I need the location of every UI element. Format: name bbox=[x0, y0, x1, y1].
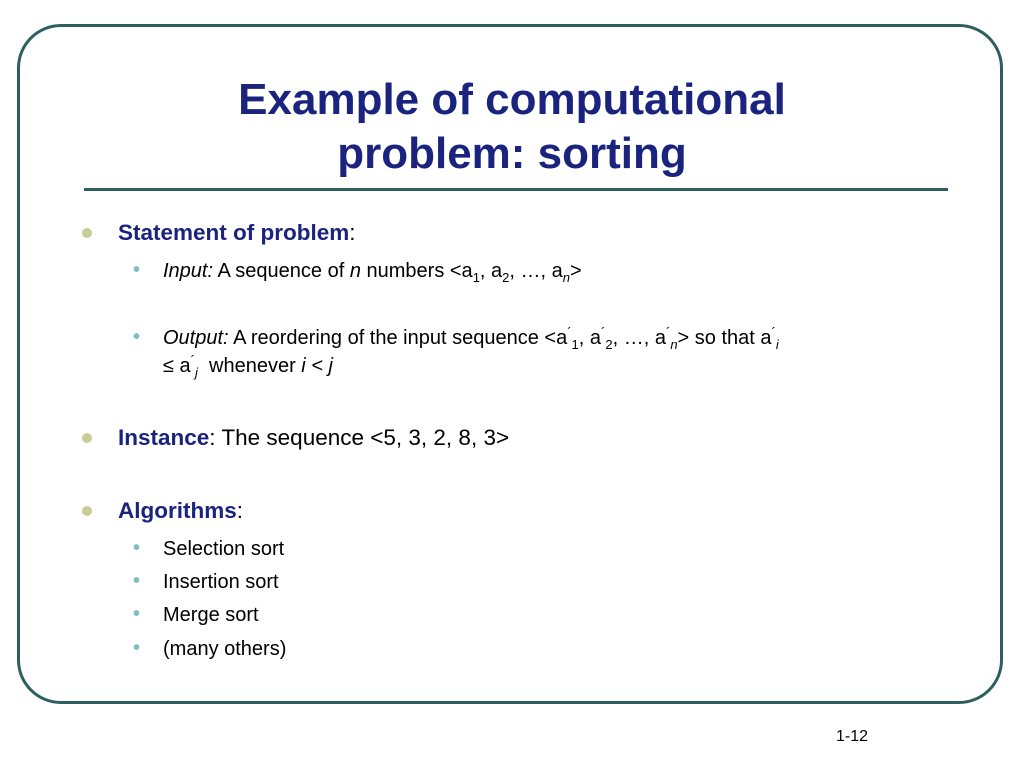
input-text: A sequence of bbox=[213, 260, 350, 282]
subscript: i bbox=[775, 337, 779, 352]
output-line-2 bbox=[163, 352, 973, 380]
subscript: n bbox=[562, 270, 570, 285]
sub-bullet-dot: • bbox=[133, 637, 141, 659]
prime-mark: ´ bbox=[567, 324, 572, 340]
algorithm-item bbox=[133, 535, 285, 563]
subscript: j bbox=[195, 365, 198, 380]
title-divider bbox=[84, 188, 948, 191]
input-text: numbers <a bbox=[360, 260, 473, 282]
bullet-dot bbox=[82, 433, 92, 443]
bullet-algorithms bbox=[118, 497, 243, 525]
algorithm-item bbox=[133, 568, 279, 596]
algorithm-label: (many others) bbox=[163, 638, 287, 660]
title-line-1: Example of computational bbox=[238, 75, 786, 124]
algorithm-item bbox=[133, 635, 287, 663]
algorithm-label: Insertion sort bbox=[163, 571, 279, 593]
output-text: whenever bbox=[197, 355, 302, 377]
bullet-output bbox=[133, 324, 973, 380]
output-condition: i < j bbox=[301, 355, 333, 377]
output-text: , a bbox=[578, 327, 602, 349]
prime-mark: ´ bbox=[771, 324, 776, 340]
input-text: , a bbox=[479, 260, 503, 282]
algorithm-label: Selection sort bbox=[163, 538, 285, 560]
bullet-dot bbox=[82, 228, 92, 238]
slide-title bbox=[60, 73, 964, 181]
bullet-dot bbox=[82, 506, 92, 516]
algorithm-label: Merge sort bbox=[163, 604, 259, 626]
output-text: > so that a bbox=[677, 327, 772, 349]
bullet-instance bbox=[118, 424, 509, 452]
algorithm-item bbox=[133, 601, 259, 629]
prime-mark: ´ bbox=[190, 352, 195, 368]
sub-bullet-dot: • bbox=[133, 259, 141, 281]
output-label: Output: bbox=[163, 327, 229, 349]
output-text: A reordering of the input sequence <a bbox=[228, 327, 568, 349]
output-text: , …, a bbox=[612, 327, 666, 349]
input-label: Input: bbox=[163, 260, 214, 282]
input-text: > bbox=[570, 260, 582, 282]
slide-number: 1-12 bbox=[836, 728, 869, 745]
instance-text: : The sequence <5, 3, 2, 8, 3> bbox=[209, 425, 510, 450]
sub-bullet-dot: • bbox=[133, 537, 141, 559]
subscript: 1 bbox=[472, 270, 480, 285]
algorithms-colon: : bbox=[236, 498, 244, 523]
subscript: n bbox=[670, 337, 678, 352]
subscript: 2 bbox=[605, 337, 613, 352]
sub-bullet-dot: • bbox=[133, 326, 141, 348]
bullet-statement bbox=[118, 219, 356, 247]
input-text: , …, a bbox=[509, 260, 563, 282]
statement-heading: Statement of problem bbox=[118, 220, 350, 245]
prime-mark: ´ bbox=[665, 324, 671, 340]
bullet-input bbox=[133, 257, 582, 285]
subscript: 2 bbox=[502, 270, 510, 285]
subscript: 1 bbox=[571, 337, 579, 352]
output-line-1 bbox=[163, 324, 973, 352]
sub-bullet-dot: • bbox=[133, 570, 141, 592]
output-text: ≤ a bbox=[163, 355, 191, 377]
input-n: n bbox=[349, 260, 361, 282]
algorithms-heading: Algorithms bbox=[118, 498, 237, 523]
statement-colon: : bbox=[349, 220, 356, 245]
prime-mark: ´ bbox=[601, 324, 606, 340]
title-line-2: problem: sorting bbox=[337, 129, 687, 178]
instance-heading: Instance bbox=[118, 425, 210, 450]
sub-bullet-dot: • bbox=[133, 603, 141, 625]
